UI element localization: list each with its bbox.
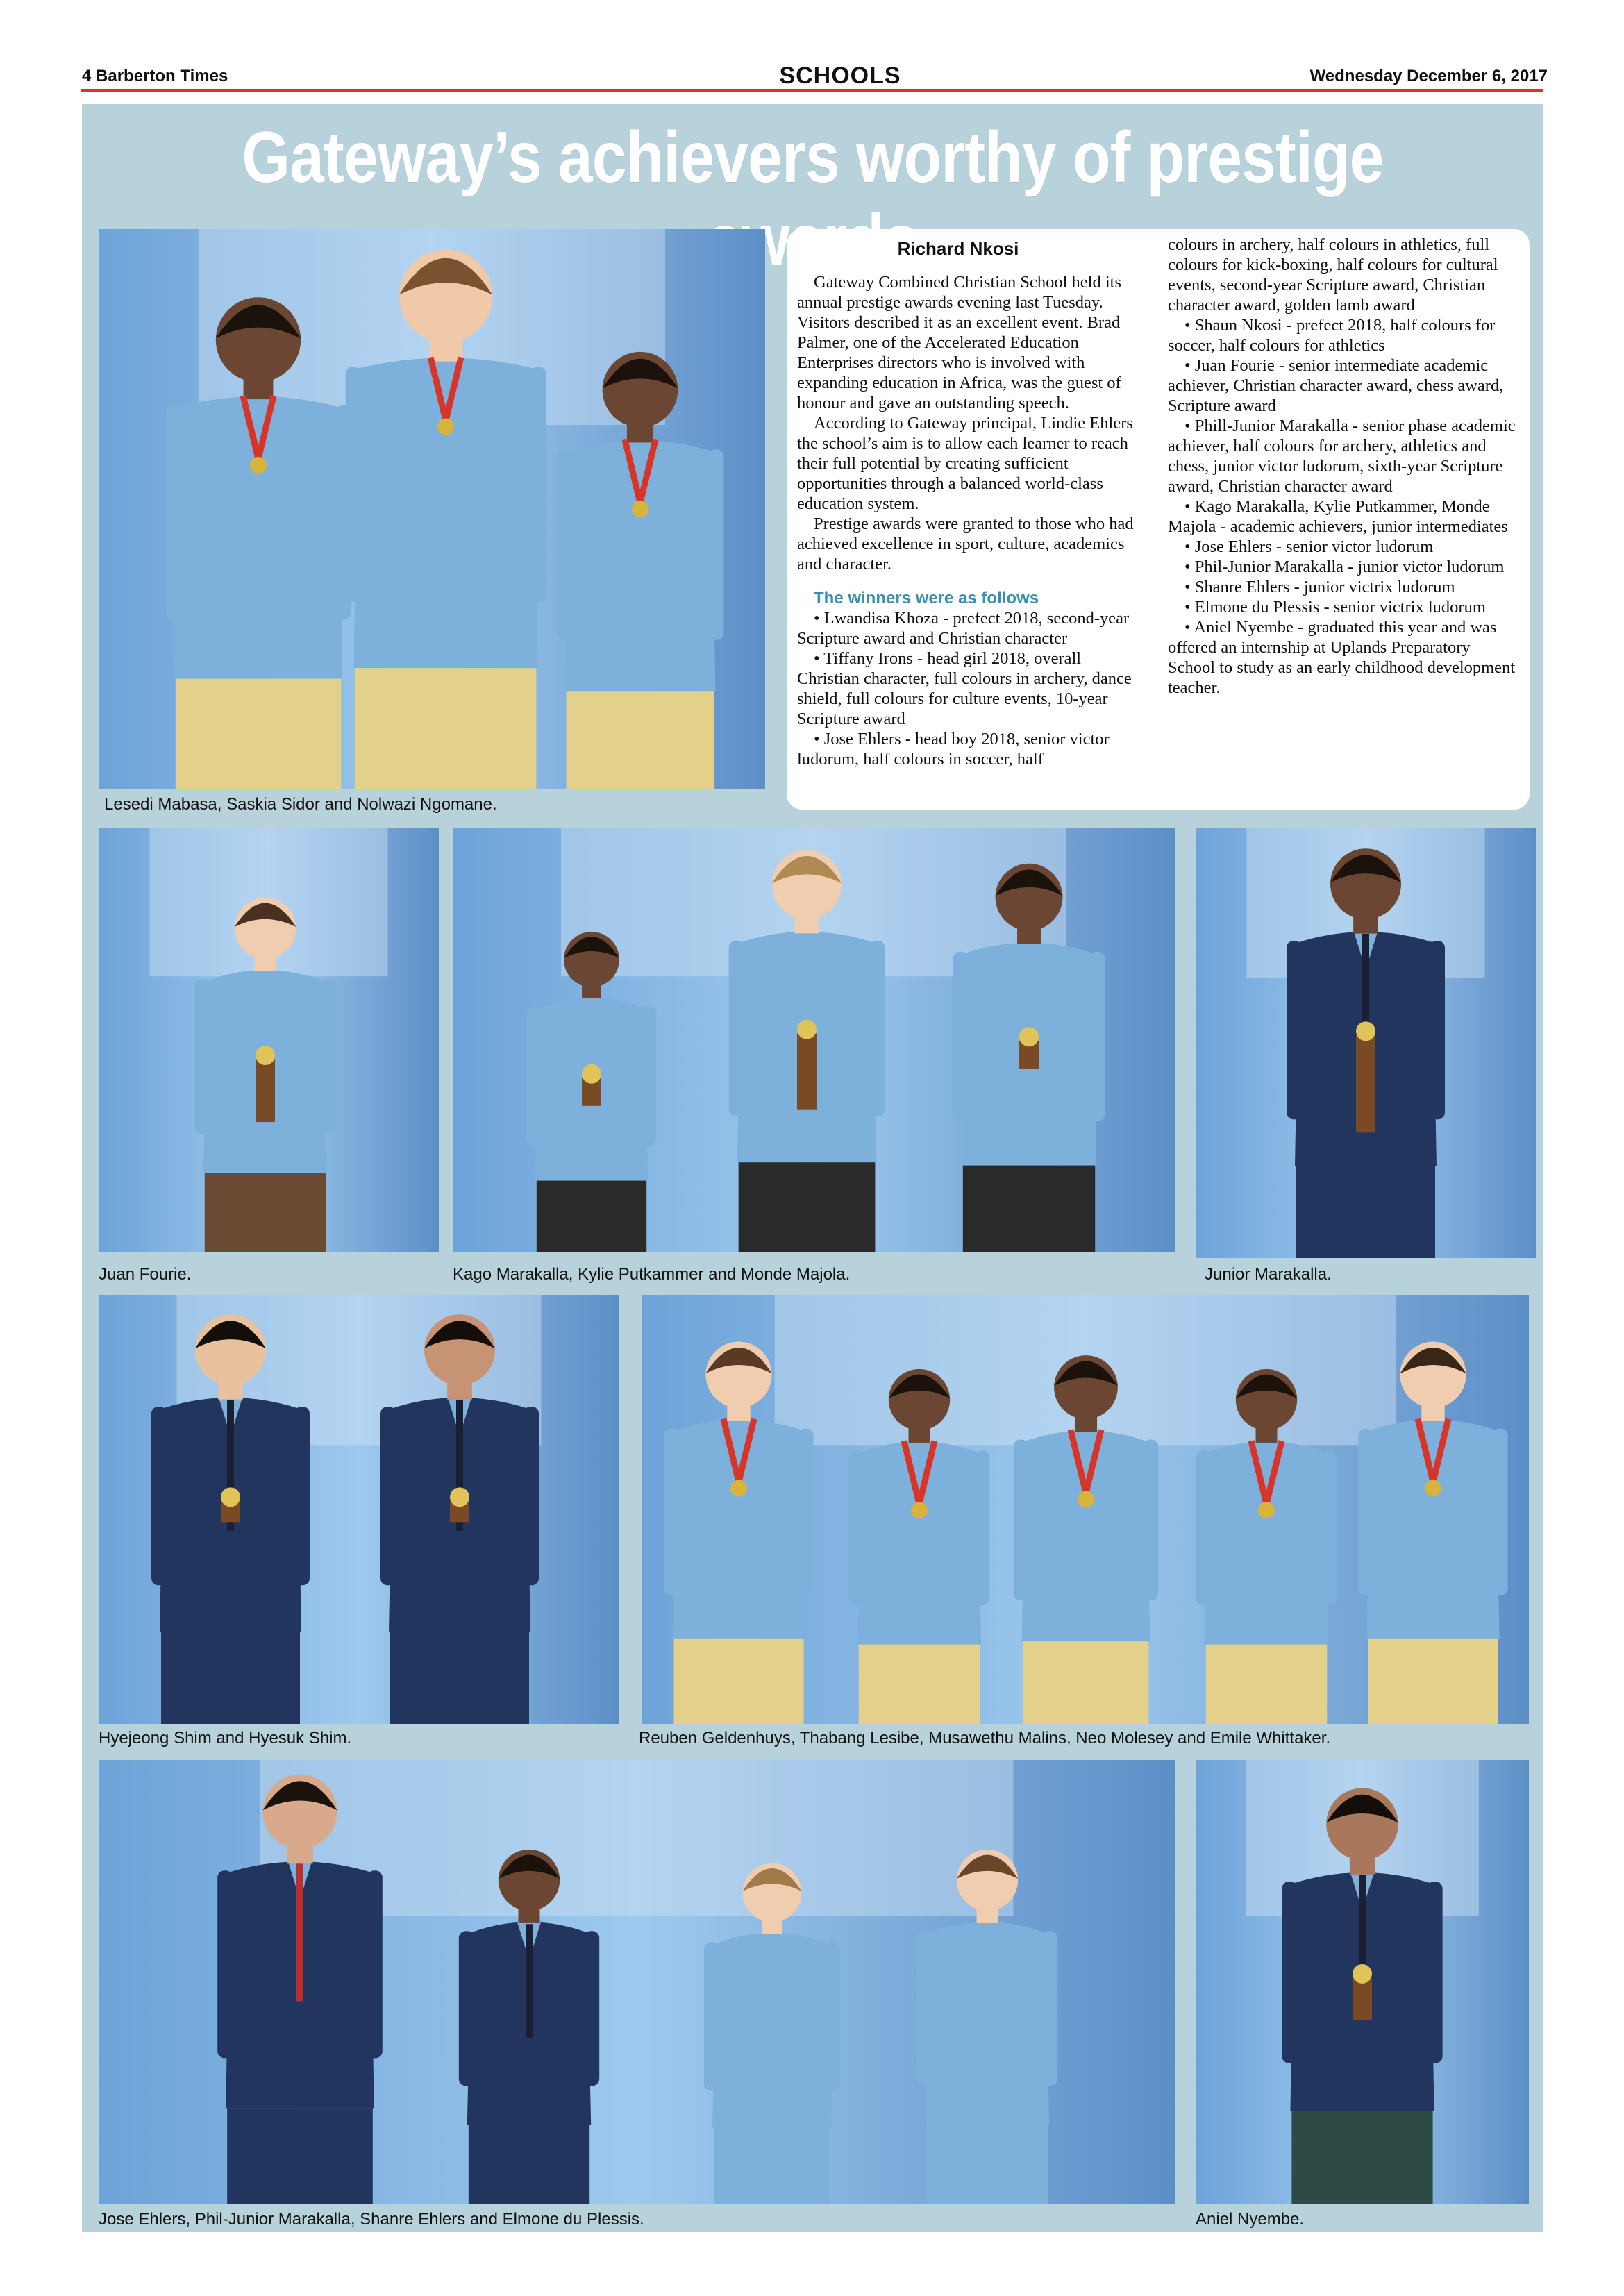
headline: Gateway’s achievers worthy of prestige xyxy=(242,117,1384,198)
photo-caption: Lesedi Mabasa, Saskia Sidor and Nolwazi Ngomane. xyxy=(104,795,497,814)
photo-caption: Kago Marakalla, Kylie Putkammer and Monde Majola. xyxy=(453,1265,851,1284)
photo-caption: Aniel Nyembe. xyxy=(1196,2210,1305,2229)
winner-item: • Elmone du Plessis - senior victrix ludorum xyxy=(1184,598,1486,617)
photo-image xyxy=(1196,828,1536,1258)
winner-item: • Shaun Nkosi - prefect 2018, half colours for soccer, half colours for athletics xyxy=(1168,316,1496,355)
winner-item: • Shanre Ehlers - junior victrix ludorum xyxy=(1184,578,1455,596)
photo-aniel-nyembe xyxy=(1196,1760,1529,2204)
winner-item: • Jose Ehlers - head boy 2018, senior victor ludorum, half colours in soccer, half xyxy=(797,730,1110,769)
photo-victors-ludorum xyxy=(99,1760,1175,2204)
winners-subhead: The winners were as follows xyxy=(814,589,1039,607)
winner-item: • Juan Fourie - senior intermediate academic achiever, Christian character award, chess award, Scripture award xyxy=(1168,356,1504,415)
winner-item: • Phil-Junior Marakalla - junior victor ludorum xyxy=(1184,558,1505,576)
section-title: SCHOOLS xyxy=(779,62,901,89)
photo-image xyxy=(99,229,765,789)
photo-juan-fourie xyxy=(99,828,439,1252)
page-folio: 4 Barberton Times xyxy=(82,67,228,85)
winner-item: • Aniel Nyembe - graduated this year and was offered an internship at Uplands Preparatory School to study as an early childhood development teacher. xyxy=(1168,618,1516,697)
photo-three-girls xyxy=(99,229,765,789)
photo-caption: Jose Ehlers, Phil-Junior Marakalla, Shanre Ehlers and Elmone du Plessis. xyxy=(99,2210,644,2229)
winner-item: • Phill-Junior Marakalla - senior phase academic achiever, half colours for archery, athletics and chess, junior victor ludorum, sixth-year Scripture award, Christian character award xyxy=(1168,417,1516,496)
photo-image xyxy=(99,1760,1175,2204)
photo-image xyxy=(1196,1760,1529,2204)
photo-shim-sisters xyxy=(99,1295,619,1724)
photo-image xyxy=(453,828,1175,1252)
photo-five-learners xyxy=(642,1295,1529,1724)
photo-three-achievers xyxy=(453,828,1175,1252)
article-column-2 xyxy=(1168,235,1519,698)
winner-item: • Lwandisa Khoza - prefect 2018, second-year Scripture award and Christian character xyxy=(797,609,1130,648)
winner-item: • Jose Ehlers - senior victor ludorum xyxy=(1184,537,1434,556)
winner-item: • Kago Marakalla, Kylie Putkammer, Monde Majola - academic achievers, junior intermediates xyxy=(1168,497,1508,536)
photo-image xyxy=(642,1295,1529,1724)
article-paragraph: Prestige awards were granted to those who had achieved excellence in sport, culture, academics and character. xyxy=(797,514,1134,573)
article-paragraph: According to Gateway principal, Lindie Ehlers the school’s aim is to allow each learner to reach their full potential by creating sufficient opportunities through a balanced world-class education system. xyxy=(797,414,1133,513)
photo-caption: Reuben Geldenhuys, Thabang Lesibe, Musawethu Malins, Neo Molesey and Emile Whittaker. xyxy=(639,1729,1331,1748)
photo-caption: Hyejeong Shim and Hyesuk Shim. xyxy=(99,1729,352,1748)
photo-junior-marakalla xyxy=(1196,828,1536,1258)
photo-caption: Junior Marakalla. xyxy=(1205,1265,1332,1284)
issue-date: Wednesday December 6, 2017 xyxy=(1309,67,1548,85)
article-paragraph: Gateway Combined Christian School held its annual prestige awards evening last Tuesday. Visitors described it as an excellent event. Brad Palmer, one of the Accelerated Education Enterprises directors who is involved with expanding education in Africa, was the guest of honour and gave an outstanding speech. xyxy=(797,273,1121,412)
article-column-1 xyxy=(797,272,1143,769)
winner-item: • Tiffany Irons - head girl 2018, overall Christian character, full colours in archery, dance shield, full colours for culture events, 10-year Scripture award xyxy=(797,649,1132,728)
byline: Richard Nkosi xyxy=(897,238,1019,259)
photo-image xyxy=(99,1295,619,1724)
article-paragraph: colours in archery, half colours in athletics, full colours for kick-boxing, half colours for cultural events, second-year Scripture award, Christian character award, golden lamb award xyxy=(1168,235,1498,315)
header-rule xyxy=(81,89,1543,92)
photo-image xyxy=(99,828,439,1252)
photo-caption: Juan Fourie. xyxy=(99,1265,192,1284)
